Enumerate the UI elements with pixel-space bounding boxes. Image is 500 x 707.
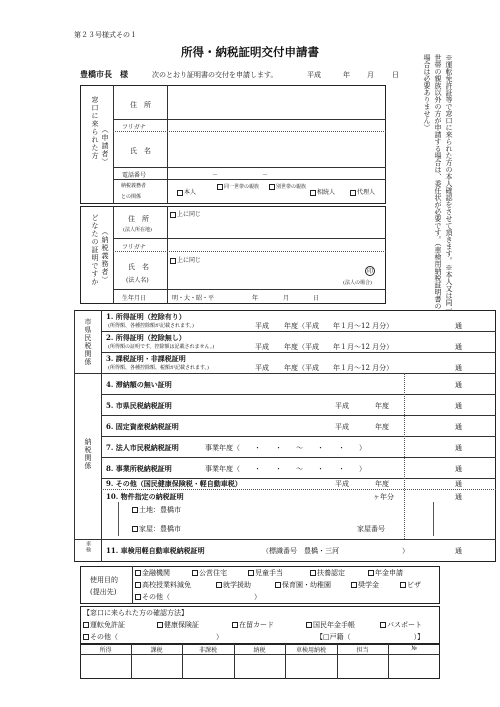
birth-year: 年	[252, 295, 259, 302]
group-label-tax-payment: 納税関係	[84, 438, 92, 470]
taxpayer-side-sub: （納税義務者）	[101, 228, 109, 284]
cert-item-4-label: 4. 滞納額の無い証明	[106, 380, 172, 389]
verification-title: 【窓口に来られた方の確認方法】	[83, 609, 188, 617]
cert-item-1-era: 平成	[255, 322, 269, 330]
relation-other-household[interactable]: 別世帯の親族	[269, 183, 309, 191]
form-number: 第２３号様式その１	[74, 31, 137, 39]
cert-item-2-era: 平成	[255, 343, 269, 351]
applicant-side-label: 窓口に来られた方	[91, 96, 99, 160]
addressee: 豊橋市長 様	[80, 69, 128, 79]
cert-item-11-copies: 通	[455, 547, 462, 555]
cert-item-1-copies: 通	[455, 322, 462, 330]
office-col-staff: 担当	[356, 647, 369, 654]
cert-item-7-copies: 通	[455, 444, 462, 452]
applicant-phone-label: 電話番号	[122, 172, 147, 179]
cert-item-1-sub: (所得額、各種控除額が記載されます。)	[108, 323, 195, 329]
purpose-label: 使用目的	[90, 576, 118, 584]
date-month: 月	[367, 71, 374, 79]
date-year: 年	[343, 71, 350, 79]
cert-item-5-era: 平成	[335, 402, 349, 410]
applicant-name-label: 氏 名	[130, 147, 151, 155]
cert-item-3-period: 年度（平成 年１月～12 月分）	[284, 364, 394, 372]
cert-item-9-copies: 通	[455, 480, 462, 488]
cert-item-8-label: 8. 事業所税納税証明	[106, 464, 172, 473]
cert-item-6-period: 年度	[375, 423, 389, 431]
relation-heir[interactable]: 相続人	[310, 187, 335, 196]
cert-item-10-label: 10. 物件指定の納税証明	[106, 492, 184, 501]
property-house-number: 家屋番号	[357, 525, 385, 533]
purpose-public-housing[interactable]: 公営住宅	[192, 568, 227, 578]
relation-label-2: との関係	[121, 194, 142, 200]
cert-item-10-copies: 通	[455, 493, 462, 501]
group-label-vehicle: 車検	[85, 541, 91, 553]
cert-item-3-era: 平成	[255, 364, 269, 372]
purpose-visa[interactable]: ビザ	[400, 580, 421, 590]
cert-item-2-label: 2. 所得証明（控除無し）	[106, 333, 186, 342]
applicant-side-sub: （申請者）	[101, 126, 109, 166]
office-col-payment: 納税	[253, 647, 266, 654]
applicant-address-label: 住 所	[130, 101, 151, 109]
cert-item-3-label: 3. 課税証明・非課税証明	[106, 354, 186, 363]
verify-pension-book[interactable]: 国民年金手帳	[306, 620, 355, 630]
date-era: 平成	[307, 71, 321, 79]
verify-passport[interactable]: パスポート	[380, 620, 422, 630]
purpose-financial[interactable]: 金融機関	[135, 568, 170, 578]
verify-insurance[interactable]: 健康保険証	[157, 620, 199, 630]
taxpayer-address-same-checkbox[interactable]: 上に同じ	[170, 209, 201, 218]
cert-item-7-period: 事業年度（ ・ ・ ～ ・ ・ ）	[205, 444, 366, 452]
cert-item-6-label: 6. 固定資産税納税証明	[106, 422, 179, 431]
right-note: ※運転免許証等で窓口に来られた方の本人確認をさせて頂きます。※本人又は同一世帯の親族以外の方が申請する場合は、委任状が必要です。（車検用納税証明書の場合は必要ありません）	[423, 54, 453, 313]
property-house-checkbox[interactable]: 家屋：豊橋市	[132, 524, 181, 534]
taxpayer-name-label: 氏 名	[128, 263, 149, 271]
office-col-non-taxation: 非課税	[198, 647, 217, 654]
purpose-nursery[interactable]: 保育園・幼稚園	[275, 580, 331, 590]
cert-item-11-plate: （標識番号 豊橋・三河 ）	[262, 547, 409, 555]
taxpayer-name-same-checkbox[interactable]: 上に同じ	[170, 255, 201, 264]
cert-item-11-label: 11. 車検用軽自動車税納税証明	[106, 546, 205, 555]
phone-sep-2: －	[262, 172, 269, 179]
taxpayer-furigana-label: フリガナ	[122, 244, 146, 251]
verify-other[interactable]: その他（ ）	[83, 632, 223, 642]
phone-sep-1: －	[212, 172, 219, 179]
seal-note: (法人の場合)	[343, 280, 372, 286]
request-sentence: 次のとおり証明書の交付を申請します。	[152, 71, 278, 79]
date-day: 日	[392, 71, 399, 79]
seal-mark: 印	[366, 268, 373, 275]
cert-item-4-copies: 通	[455, 381, 462, 389]
applicant-furigana-label: フリガナ	[122, 124, 146, 131]
taxpayer-side-label: どなたの証明ですか	[91, 214, 99, 286]
cert-item-1-label: 1. 所得証明（控除有り）	[106, 312, 186, 321]
cert-item-3-sub: (所得額、各種控除額、税額が記載されます。)	[108, 365, 210, 371]
birth-day: 日	[313, 295, 320, 302]
office-col-vehicle: 車検用納税	[295, 647, 326, 654]
relation-agent[interactable]: 代理人	[350, 187, 375, 196]
birth-month: 月	[283, 295, 290, 302]
office-col-number: №	[411, 645, 417, 652]
page-title: 所得・納税証明交付申請書	[181, 45, 319, 59]
cert-item-9-label: 9. その他（国民健康保険税・軽自動車税）	[106, 479, 242, 488]
cert-item-2-period: 年度（平成 年１月～12 月分）	[284, 343, 394, 351]
cert-item-2-sub: (所得額の証明です。控除額は記載されません。)	[108, 344, 215, 350]
purpose-other[interactable]: その他（ ）	[135, 592, 261, 602]
purpose-school-aid[interactable]: 就学援助	[216, 580, 251, 590]
cert-item-5-copies: 通	[455, 402, 462, 410]
verify-koseki: 【□戸籍（ ）】	[316, 633, 425, 641]
cert-item-8-copies: 通	[455, 465, 462, 473]
cert-item-6-copies: 通	[455, 423, 462, 431]
cert-item-9-era: 平成	[335, 480, 349, 488]
office-col-income: 所得	[99, 647, 112, 654]
cert-item-8-period: 事業年度（ ・ ・ ～ ・ ・ ）	[205, 465, 366, 473]
group-label-city-tax: 市県民税関係	[84, 318, 92, 366]
taxpayer-address-sub: (法人所在地)	[123, 227, 152, 233]
verify-license[interactable]: 運転免許証	[83, 620, 125, 630]
cert-item-6-era: 平成	[335, 423, 349, 431]
cert-item-2-copies: 通	[455, 343, 462, 351]
relation-label-1: 納税義務者	[121, 183, 147, 189]
purpose-tuition[interactable]: 高校授業料減免	[135, 580, 191, 590]
birth-eras: 明・大・昭・平	[172, 295, 215, 302]
relation-self[interactable]: 本人	[177, 187, 196, 196]
purpose-sub-label: (提出先)	[90, 588, 117, 596]
birth-label: 生年月日	[122, 295, 147, 302]
taxpayer-name-sub: (法人名)	[126, 277, 149, 284]
purpose-pension[interactable]: 年金申請	[368, 568, 403, 578]
office-col-taxation: 課税	[150, 647, 163, 654]
purpose-scholarship[interactable]: 奨学金	[351, 580, 379, 590]
cert-item-10-period: ヶ年分	[373, 493, 394, 501]
cert-item-9-period: 年度	[375, 480, 389, 488]
purpose-dependent[interactable]: 扶養認定	[310, 568, 345, 578]
cert-item-5-label: 5. 市県民税納税証明	[106, 401, 172, 410]
cert-item-3-copies: 通	[455, 364, 462, 372]
relation-same-household[interactable]: 同一世帯の親族	[217, 183, 265, 191]
taxpayer-address-label: 住 所	[128, 215, 149, 223]
property-land-checkbox[interactable]: 土地：豊橋市	[132, 505, 181, 515]
cert-item-1-period: 年度（平成 年１月～12 月分）	[284, 322, 394, 330]
cert-item-5-period: 年度	[375, 402, 389, 410]
purpose-child-allowance[interactable]: 児童手当	[248, 568, 283, 578]
verify-residence-card[interactable]: 在留カード	[232, 620, 274, 630]
cert-item-7-label: 7. 法人市民税納税証明	[106, 443, 179, 452]
